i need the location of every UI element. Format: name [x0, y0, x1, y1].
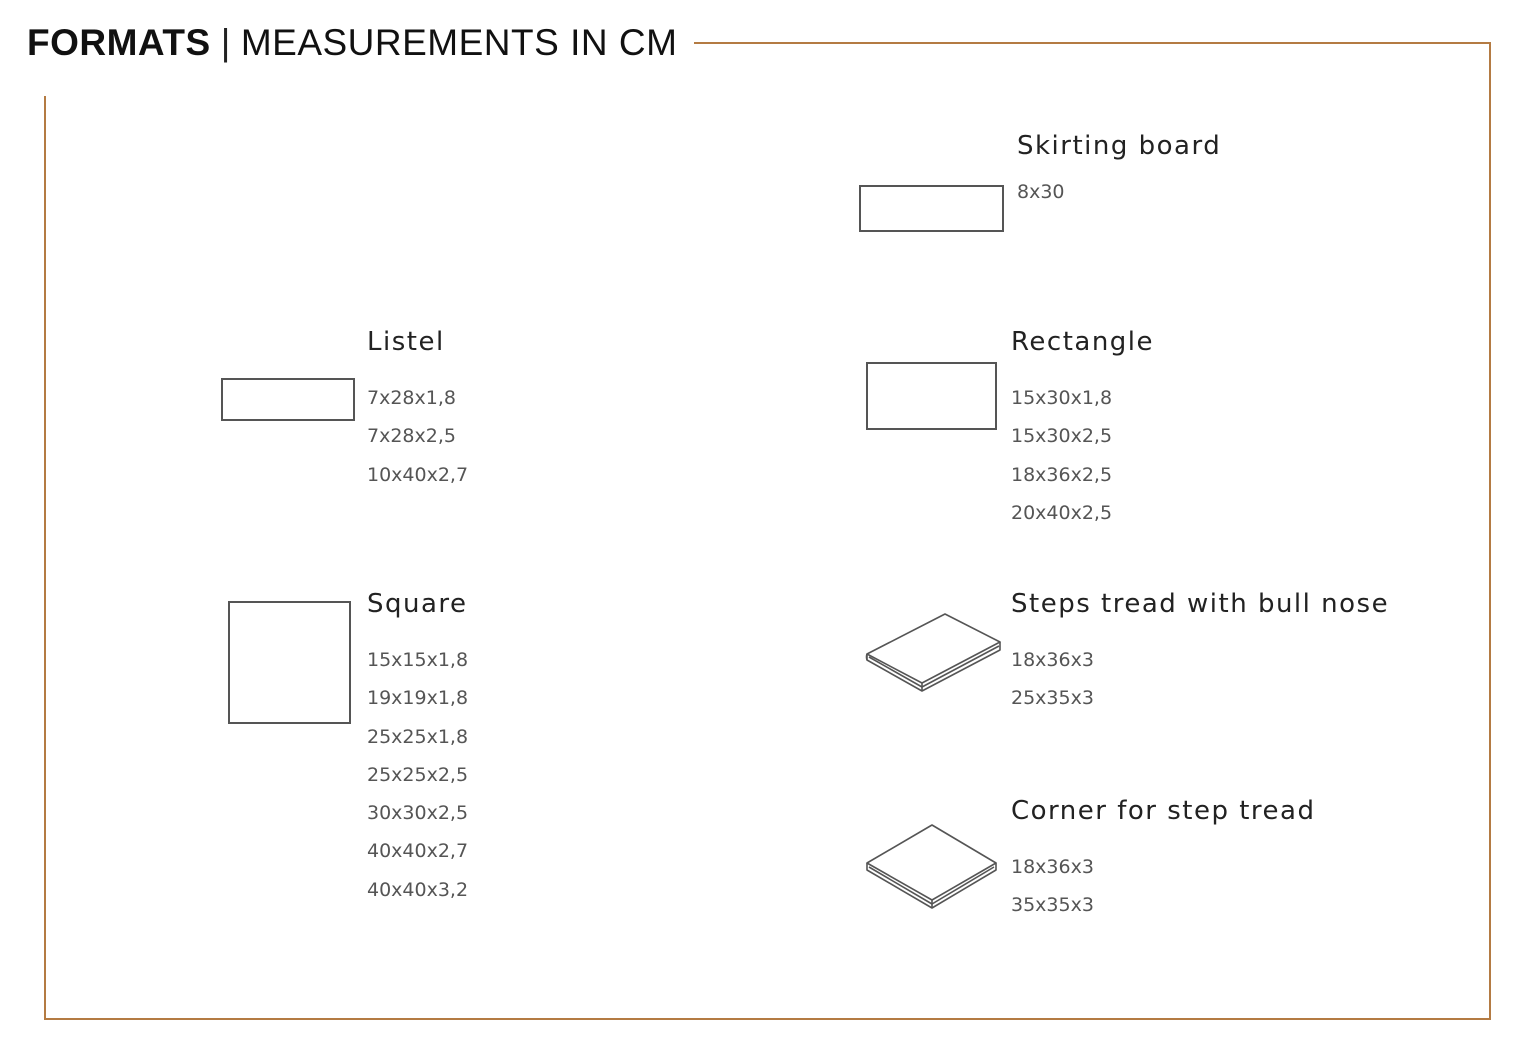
size-item: 10x40x2,7 — [367, 463, 469, 486]
format-title: Corner for step tread — [1011, 796, 1316, 826]
frame-top-border — [694, 42, 1491, 44]
format-corner-step — [1011, 796, 1316, 925]
format-title: Rectangle — [1011, 327, 1155, 357]
format-title: Listel — [367, 327, 445, 357]
size-list — [367, 379, 468, 494]
size-item: 8x30 — [1017, 181, 1065, 203]
size-item: 18x36x3 — [1011, 856, 1094, 878]
thin-rectangle-icon — [859, 185, 1004, 232]
size-item: 18x36x3 — [1011, 649, 1094, 671]
size-item: 7x28x1,8 — [367, 387, 456, 409]
header-separator: | — [220, 22, 231, 63]
size-item: 18x36x2,5 — [1011, 463, 1113, 486]
size-item: 15x15x1,8 — [367, 649, 469, 671]
size-item: 40x40x3,2 — [367, 878, 469, 901]
corner-step-icon — [862, 820, 1002, 914]
size-item: 25x35x3 — [1011, 687, 1094, 710]
format-listel — [367, 327, 468, 494]
format-square — [367, 589, 468, 909]
size-list — [1011, 379, 1154, 532]
size-item: 20x40x2,5 — [1011, 501, 1113, 524]
size-item: 30x30x2,5 — [367, 802, 469, 825]
size-list — [1017, 173, 1221, 211]
size-item: 7x28x2,5 — [367, 425, 456, 448]
listel-rectangle-icon — [221, 378, 355, 421]
frame-bottom-border — [44, 1018, 1491, 1020]
format-title: Skirting board — [1017, 131, 1222, 161]
rectangle-icon — [866, 362, 997, 430]
frame-left-border — [44, 96, 46, 1020]
size-item: 25x25x2,5 — [367, 763, 469, 786]
size-item: 19x19x1,8 — [367, 687, 469, 710]
format-rectangle — [1011, 327, 1154, 532]
size-item: 15x30x1,8 — [1011, 387, 1113, 409]
header-title-light: MEASUREMENTS IN CM — [240, 22, 678, 63]
size-item: 35x35x3 — [1011, 894, 1094, 917]
size-item: 25x25x1,8 — [367, 725, 469, 748]
page-header — [27, 20, 677, 66]
square-icon — [228, 601, 351, 724]
format-skirting-board — [1017, 131, 1221, 211]
size-list — [1011, 641, 1389, 718]
size-list — [367, 641, 468, 909]
size-item: 15x30x2,5 — [1011, 425, 1113, 448]
step-tread-icon — [862, 608, 1006, 704]
format-title: Steps tread with bull nose — [1011, 589, 1390, 619]
size-list — [1011, 848, 1316, 925]
size-item: 40x40x2,7 — [367, 840, 469, 863]
frame-right-border — [1489, 42, 1491, 1020]
format-steps-tread — [1011, 589, 1389, 718]
format-title: Square — [367, 589, 468, 619]
header-title-bold: FORMATS — [27, 22, 211, 63]
